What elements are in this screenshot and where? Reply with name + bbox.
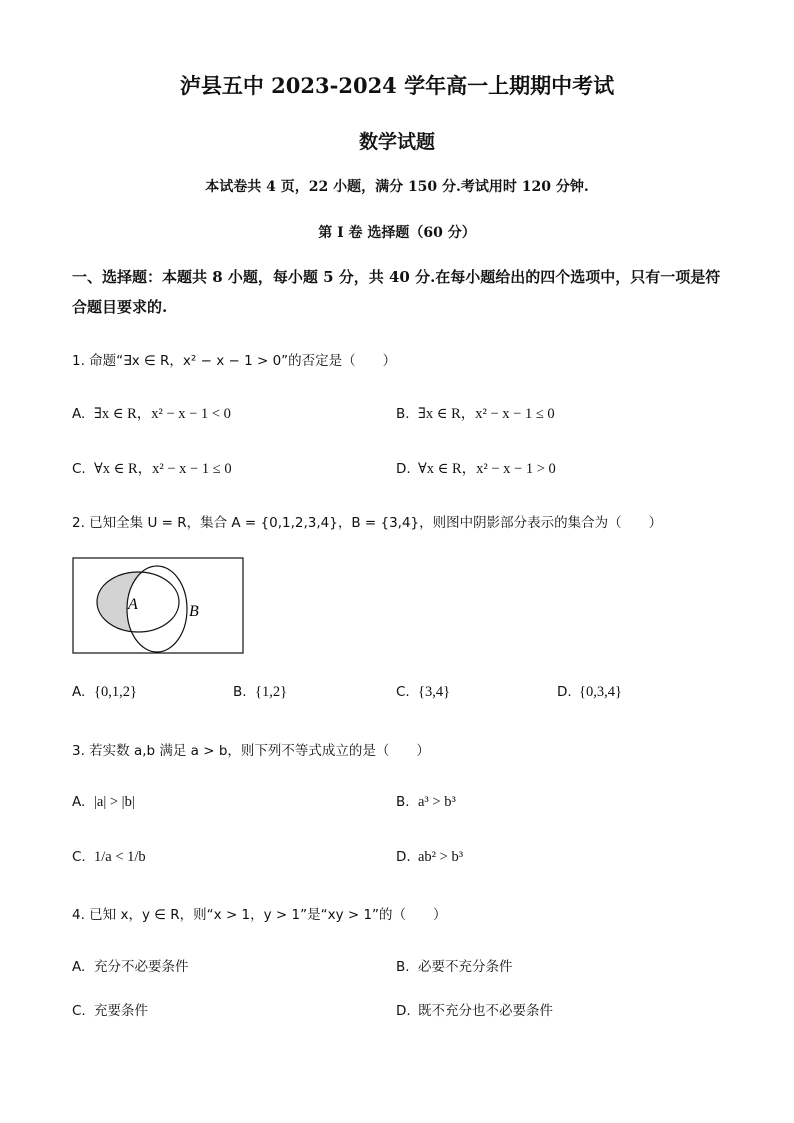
q1-option-d: D. ∀x ∈ R，x² − x − 1 > 0 bbox=[396, 461, 556, 477]
q2-option-d: D. {0,3,4} bbox=[557, 684, 622, 700]
section-heading: 一、选择题：本题共 8 小题，每小题 5 分，共 40 分.在每小题给出的四个选项中，只有一项是符合题目要求的. bbox=[72, 268, 721, 316]
q1-stem: 1. 命题“∃x ∈ R，x² − x − 1 > 0”的否定是（ ） bbox=[72, 353, 397, 369]
q1-option-b: B. ∃x ∈ R，x² − x − 1 ≤ 0 bbox=[396, 406, 555, 422]
q2-option-c-text: {3,4} bbox=[418, 684, 451, 700]
q3-option-b: B. a³ > b³ bbox=[396, 794, 456, 810]
q3-option-d: D. ab² > b³ bbox=[396, 849, 464, 865]
q1-option-c-text: ∀x ∈ R，x² − x − 1 ≤ 0 bbox=[94, 461, 232, 477]
q2-option-d-text: {0,3,4} bbox=[579, 684, 622, 700]
part-title: 第 I 卷 选择题（60 分） bbox=[318, 225, 476, 241]
q2-option-b: B. {1,2} bbox=[233, 684, 288, 700]
exam-info: 本试卷共 4 页，22 小题，满分 150 分.考试用时 120 分钟. bbox=[205, 179, 589, 195]
q4-option-b-text: 必要不充分条件 bbox=[418, 959, 513, 975]
q1-option-b-text: ∃x ∈ R，x² − x − 1 ≤ 0 bbox=[418, 406, 555, 422]
q4-option-d: D. 既不充分也不必要条件 bbox=[396, 1003, 553, 1019]
venn-diagram bbox=[72, 557, 246, 655]
set-a-label: A bbox=[128, 596, 138, 613]
q3-option-c: C. 1/a < 1/b bbox=[72, 849, 146, 865]
q2-option-a: A. {0,1,2} bbox=[72, 684, 137, 700]
q4-option-a-text: 充分不必要条件 bbox=[94, 959, 189, 975]
q4-option-d-text: 既不充分也不必要条件 bbox=[418, 1003, 553, 1019]
q3-option-c-text: 1/a < 1/b bbox=[94, 849, 146, 865]
q4-option-c-text: 充要条件 bbox=[94, 1003, 148, 1019]
set-b-label: B bbox=[189, 603, 199, 620]
q4-option-c: C. 充要条件 bbox=[72, 1003, 148, 1019]
q2-option-c: C. {3,4} bbox=[396, 684, 451, 700]
q2-stem: 2. 已知全集 U = R，集合 A = {0,1,2,3,4}，B = {3,4}，则图中阴影部分表示的集合为（ ） bbox=[72, 515, 663, 531]
q3-option-a: A. |a| > |b| bbox=[72, 794, 135, 810]
q4-option-b: B. 必要不充分条件 bbox=[396, 959, 513, 975]
exam-title: 泸县五中 2023-2024 学年高一上期期中考试 bbox=[179, 73, 615, 98]
q4-option-a: A. 充分不必要条件 bbox=[72, 959, 189, 975]
q2-option-a-text: {0,1,2} bbox=[94, 684, 137, 700]
subject-title: 数学试题 bbox=[358, 131, 435, 153]
q2-option-b-text: {1,2} bbox=[255, 684, 288, 700]
q3-stem: 3. 若实数 a,b 满足 a > b，则下列不等式成立的是（ ） bbox=[72, 743, 430, 759]
q1-option-a: A. ∃x ∈ R，x² − x − 1 < 0 bbox=[72, 406, 231, 422]
q4-stem: 4. 已知 x，y ∈ R，则“x > 1，y > 1”是“xy > 1”的（ ） bbox=[72, 907, 447, 923]
q3-option-d-text: ab² > b³ bbox=[418, 849, 464, 865]
q1-option-a-text: ∃x ∈ R，x² − x − 1 < 0 bbox=[94, 406, 231, 422]
q1-option-c: C. ∀x ∈ R，x² − x − 1 ≤ 0 bbox=[72, 461, 232, 477]
q3-option-b-text: a³ > b³ bbox=[418, 794, 456, 810]
q3-option-a-text: |a| > |b| bbox=[94, 794, 135, 810]
q1-option-d-text: ∀x ∈ R，x² − x − 1 > 0 bbox=[418, 461, 556, 477]
